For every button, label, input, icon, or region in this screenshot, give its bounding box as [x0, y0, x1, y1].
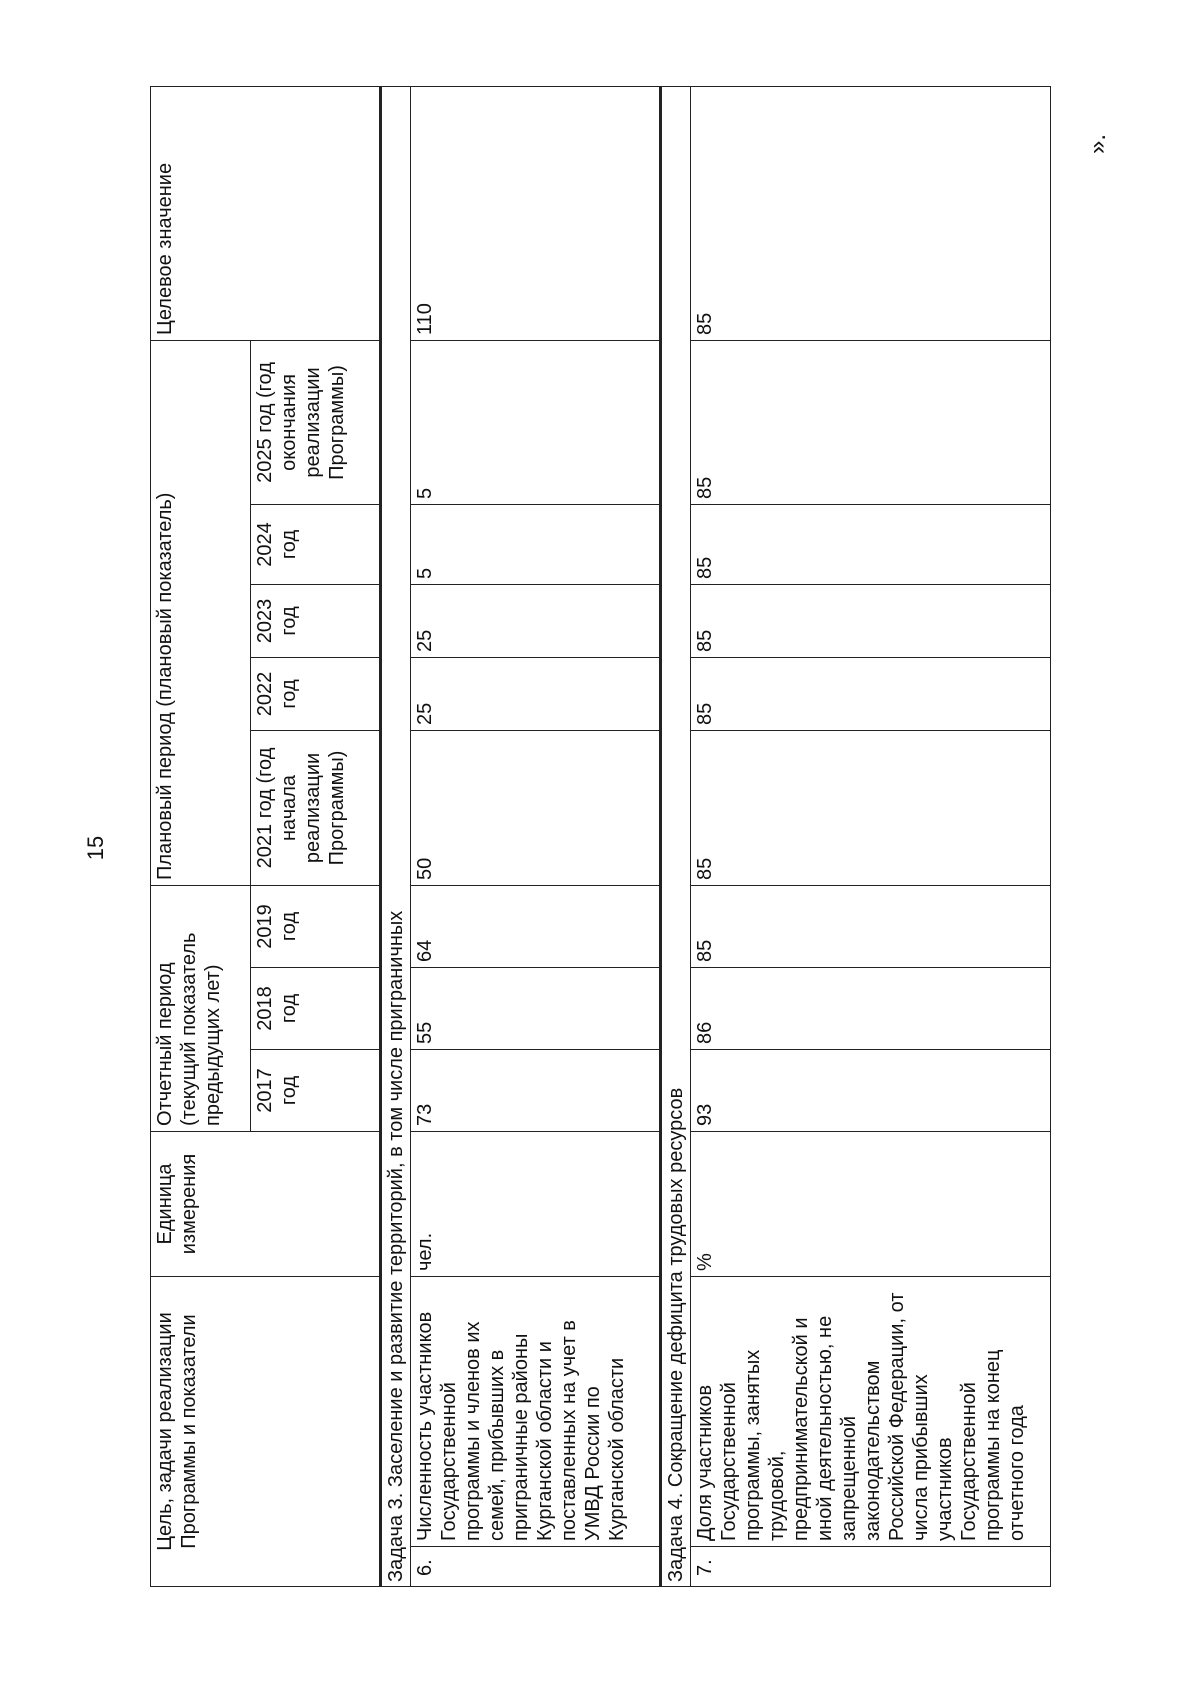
row-7-2017: 93: [691, 1049, 1051, 1131]
task-3-heading: Задача 3. Заселение и развитие территорий, в том числе приграничных: [381, 86, 411, 1586]
row-7-2025: 85: [691, 340, 1051, 504]
header-target: Целевое значение: [151, 86, 381, 340]
row-6-2022: 25: [411, 657, 661, 730]
row-7-2023: 85: [691, 584, 1051, 657]
row-7-number: 7.: [691, 1547, 1051, 1587]
row-6-unit: чел.: [411, 1131, 661, 1276]
row-7-unit: %: [691, 1131, 1051, 1276]
header-goal: Цель, задачи реализации Программы и показатели: [151, 1276, 381, 1586]
closing-quote-mark: ».: [1084, 133, 1112, 155]
row-6-2021: 50: [411, 730, 661, 885]
row-6-2025: 5: [411, 340, 661, 504]
row-6-2019: 64: [411, 885, 661, 967]
row-6-number: 6.: [411, 1547, 661, 1587]
header-2022: 2022 год: [251, 657, 381, 730]
task-4-heading: Задача 4. Сокращение дефицита трудовых ресурсов: [661, 86, 691, 1586]
row-7-2021: 85: [691, 730, 1051, 885]
row-6-target: 110: [411, 86, 661, 340]
rotated-table-area: [150, 87, 1080, 1587]
row-6-2018: 55: [411, 967, 661, 1049]
header-2025: 2025 год (год окончания реализации Программы): [251, 340, 381, 504]
header-2019: 2019 год: [251, 885, 381, 967]
header-2017: 2017 год: [251, 1049, 381, 1131]
indicators-table: [150, 86, 1051, 1587]
row-7-2024: 85: [691, 504, 1051, 584]
row-7-2022: 85: [691, 657, 1051, 730]
header-2021: 2021 год (год начала реализации Программы): [251, 730, 381, 885]
header-2018: 2018 год: [251, 967, 381, 1049]
header-reporting-period: Отчетный период (текущий показатель предыдущих лет): [151, 885, 251, 1131]
header-2023: 2023 год: [251, 584, 381, 657]
row-7-2019: 85: [691, 885, 1051, 967]
page-number: 15: [83, 835, 108, 861]
header-planned-period: Плановый период (плановый показатель): [151, 340, 251, 885]
row-6-2023: 25: [411, 584, 661, 657]
row-6-indicator: Численность участников Государственной программы и членов их семей, прибывших в приграничные районы Курганской области и поставленных на учет в УМВД России по Курганской области: [411, 1276, 661, 1546]
header-2024: 2024 год: [251, 504, 381, 584]
row-7-target: 85: [691, 86, 1051, 340]
row-7-indicator: Доля участников Государственной программы, занятых трудовой, предпринимательской и иной деятельностью, не запрещенной законодательством Российской Федерации, от числа прибывших участников Государственной программы на конец отчетного года: [691, 1276, 1051, 1546]
row-6-2024: 5: [411, 504, 661, 584]
header-unit: Единица измерения: [151, 1131, 381, 1276]
row-7-2018: 86: [691, 967, 1051, 1049]
row-6-2017: 73: [411, 1049, 661, 1131]
